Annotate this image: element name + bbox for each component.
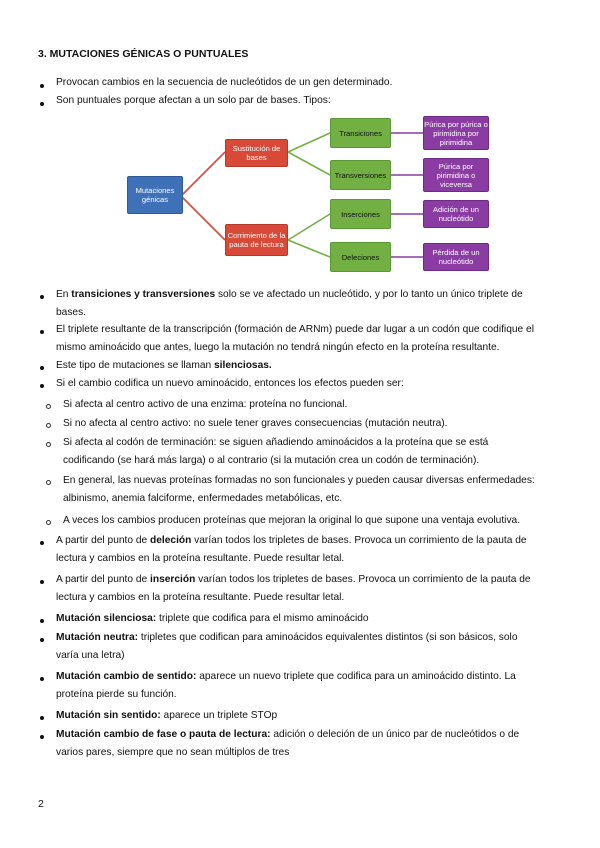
text: solo se ve afectado un nucleótido, y por lo tanto un único triplete de [215, 289, 523, 300]
bullet-dot [40, 384, 44, 388]
node-desc-transversions: Púrica por pirimidina o viceversa [423, 158, 489, 192]
bullet-deletion-l1 [56, 532, 527, 550]
text: tripletes que codifican para aminoácidos equivalentes distintos (si son básicos, solo [138, 632, 518, 643]
text: En [56, 289, 72, 300]
text: adición o deleción de un único par de nucleótidos o de [270, 729, 520, 740]
bold-text: Mutación neutra: [56, 632, 139, 643]
sub-bullet-circle [46, 520, 51, 525]
node-desc-transitions: Púrica por púrica o pirimidina por pirimidina [423, 116, 489, 150]
sub-bullet-2: Si no afecta al centro activo: no suele tener graves consecuencias (mutación neutra). [63, 418, 448, 429]
bullet-dot [40, 84, 44, 88]
bullet-neutral-l1 [56, 629, 518, 647]
sub-bullet-circle [46, 480, 51, 485]
bold-text: inserción [150, 574, 196, 585]
sub-bullet-4-l1: En general, las nuevas proteínas formadas no son funcionales y pueden causar diversas enfermedades: [63, 475, 535, 486]
bullet-dot [40, 295, 44, 299]
bold-text: Mutación cambio de sentido: [56, 671, 197, 682]
sub-bullet-circle [46, 442, 51, 447]
intro-bullet-2: Son puntuales porque afectan a un solo par de bases. Tipos: [56, 95, 331, 106]
sub-bullet-4-l2: albinismo, anemia falciforme, enfermedades metabólicas, etc. [63, 493, 343, 504]
bullet-frameshift-l2: varios pares, siempre que no sean múltiplos de tres [56, 747, 290, 758]
bullet-missense-l1 [56, 668, 516, 686]
bullet-frameshift-l1 [56, 726, 519, 744]
sub-bullet-3-l2: codificando (se hará más larga) o al contrario (si la mutación crea un codón de terminación). [63, 455, 480, 466]
node-insertions: Inserciones [330, 199, 391, 229]
node-branch-frameshift: Corrimiento de la pauta de lectura [225, 224, 288, 256]
bullet-silent [56, 357, 272, 375]
node-branch-substitution: Sustitución de bases [225, 139, 288, 167]
bullet-dot [40, 638, 44, 642]
intro-bullet-1: Provocan cambios en la secuencia de nucleótidos de un gen determinado. [56, 77, 393, 88]
bullet-transitions [56, 286, 523, 304]
text: A partir del punto de [56, 535, 151, 546]
bold-text: transiciones y transversiones [71, 289, 216, 300]
node-desc-insertions: Adición de un nucleótido [423, 200, 489, 228]
text: Este tipo de mutaciones se llaman [56, 360, 214, 371]
bullet-transitions-cont: bases. [56, 307, 87, 318]
bullet-silent-mutation [56, 610, 369, 628]
sub-bullet-5: A veces los cambios producen proteínas que mejoran la original lo que supone una ventaja evolutiva. [63, 515, 521, 526]
mutation-types-diagram [125, 112, 498, 284]
node-desc-deletions: Pérdida de un nucleótido [423, 243, 489, 271]
bullet-insertion-l2: lectura y cambios en la proteína resultante. Puede resultar letal. [56, 592, 345, 603]
text: triplete que codifica para el mismo aminoácido [156, 613, 369, 624]
bullet-dot [40, 330, 44, 334]
sub-bullet-circle [46, 423, 51, 428]
node-transitions: Transiciones [330, 118, 391, 148]
bold-text: Mutación sin sentido: [56, 710, 161, 721]
node-root: Mutaciones génicas [127, 176, 183, 214]
page-number: 2 [38, 798, 44, 810]
bold-text: Mutación silenciosa: [56, 613, 157, 624]
bold-text: Mutación cambio de fase o pauta de lectura: [56, 729, 271, 740]
bold-text: deleción [150, 535, 192, 546]
text: varían todos los tripletes de bases. Provoca un corrimiento de la pauta de [191, 535, 527, 546]
bullet-triplet-l1: El triplete resultante de la transcripción (formación de ARNm) puede dar lugar a un codón que codifique el [56, 324, 534, 335]
section-heading: 3. MUTACIONES GÉNICAS O PUNTUALES [38, 48, 249, 60]
text: aparece un nuevo triplete que codifica para un aminoácido distinto. La [196, 671, 516, 682]
sub-bullet-circle [46, 404, 51, 409]
bullet-deletion-l2: lectura y cambios en la proteína resultante. Puede resultar letal. [56, 553, 345, 564]
bullet-new-amino: Si el cambio codifica un nuevo aminoácido, entonces los efectos pueden ser: [56, 378, 404, 389]
bullet-nonsense [56, 707, 277, 725]
bullet-dot [40, 735, 44, 739]
text: aparece un triplete STOp [160, 710, 278, 721]
bullet-dot [40, 366, 44, 370]
bullet-dot [40, 580, 44, 584]
bullet-dot [40, 716, 44, 720]
sub-bullet-3-l1: Si afecta al codón de terminación: se siguen añadiendo aminoácidos a la proteína que se está [63, 437, 489, 448]
bold-text: silenciosas. [214, 360, 272, 371]
node-transversions: Transversiones [330, 160, 391, 190]
bullet-dot [40, 541, 44, 545]
bullet-dot [40, 677, 44, 681]
node-deletions: Deleciones [330, 242, 391, 272]
bullet-dot [40, 619, 44, 623]
bullet-triplet-l2: mismo aminoácido que antes, luego la mutación no tendrá ningún efecto en la proteína resultante. [56, 342, 500, 353]
sub-bullet-1: Si afecta al centro activo de una enzima: proteína no funcional. [63, 399, 348, 410]
text: varían todos los tripletes de bases. Provoca un corrimiento de la pauta de [195, 574, 531, 585]
bullet-dot [40, 102, 44, 106]
bullet-neutral-l2: varía una letra) [56, 650, 125, 661]
bullet-insertion-l1 [56, 571, 531, 589]
text: A partir del punto de [56, 574, 151, 585]
bullet-missense-l2: proteína pierde su función. [56, 689, 177, 700]
